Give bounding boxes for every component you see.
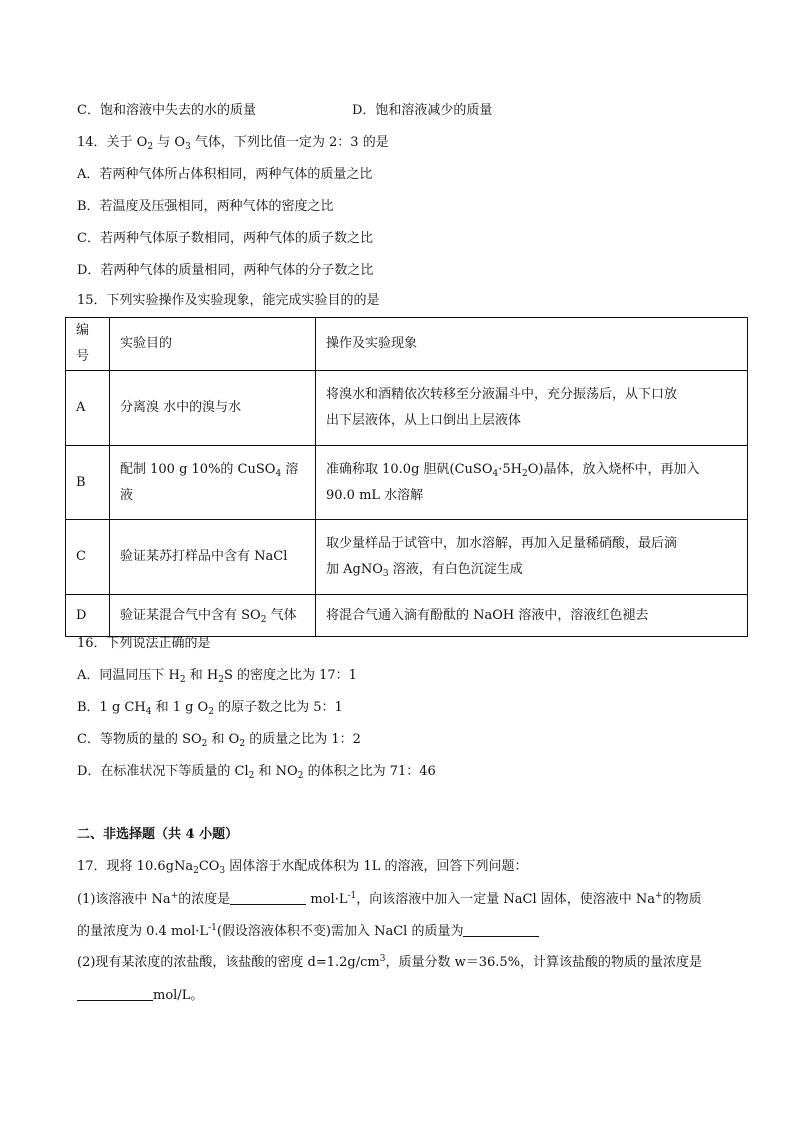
q17-part2-line2 <box>77 988 203 1002</box>
superscript: -1 <box>347 891 357 901</box>
q16-option-d <box>77 764 436 781</box>
subscript: 3 <box>219 866 226 876</box>
subscript: 4 <box>145 707 152 717</box>
row-goal: 验证某苏打样品中含有 NaCl <box>110 520 316 595</box>
subscript: 2 <box>239 739 246 749</box>
answer-blank[interactable] <box>230 892 306 905</box>
operation-text: ·5H <box>498 461 522 477</box>
goal-text: 气体 <box>266 607 297 623</box>
section-title: 二、非选择题（共 4 小题） <box>77 827 239 842</box>
q13-option-d: D．饱和溶液减少的质量 <box>352 103 493 118</box>
q16-option-b <box>77 700 343 717</box>
row-operation: 将混合气通入滴有酚酞的 NaOH 溶液中，溶液红色褪去 <box>316 595 748 637</box>
operation-text: 加 AgNO <box>326 562 383 577</box>
goal-text: 配制 100 g 10%的 CuSO <box>120 461 276 477</box>
operation-line: 90.0 mL 水溶解 <box>326 487 424 503</box>
header-id: 编号 <box>66 318 110 371</box>
subscript: 4 <box>275 468 282 479</box>
option-text: B．1 g CH <box>77 700 146 715</box>
option-text: 的质量之比为 1：2 <box>245 732 361 747</box>
subscript: 2 <box>201 739 208 749</box>
q15-stem: 15．下列实验操作及实验现象，能完成实验目的的是 <box>77 293 380 308</box>
table-row <box>66 371 748 446</box>
operation-text: O)晶体，放入烧杯中，再加入 <box>527 461 700 477</box>
option-text: D．在标准状况下等质量的 Cl <box>77 764 249 779</box>
q14-option-c: C．若两种气体原子数相同，两种气体的质子数之比 <box>77 231 373 246</box>
table-header-row <box>66 318 748 371</box>
operation-line: 取少量样品于试管中，加水溶解，再加入足量稀硝酸，最后滴 <box>326 536 678 551</box>
superscript: + <box>170 891 179 901</box>
row-operation <box>316 371 748 446</box>
row-id: B <box>66 446 110 520</box>
q14-stem-text: 与 O <box>153 135 186 150</box>
operation-text: 准确称取 10.0g 胆矾(CuSO <box>326 461 493 477</box>
superscript: 3 <box>379 954 386 964</box>
table-row <box>66 520 748 595</box>
option-text: 和 NO <box>254 764 298 779</box>
subscript: 2 <box>218 675 224 685</box>
q17-text: mol·L <box>306 892 348 907</box>
q17-text: (假设溶液体积不变)需加入 NaCl 的质量为 <box>216 924 464 939</box>
q13-option-c: C．饱和溶液中失去的水的质量 <box>77 103 256 118</box>
q17-stem <box>77 859 528 876</box>
q14-stem-text: 14．关于 O <box>77 135 148 150</box>
q14-option-d: D．若两种气体的质量相同，两种气体的分子数之比 <box>77 263 374 278</box>
q14-option-a: A．若两种气体所占体积相同，两种气体的质量之比 <box>77 167 373 182</box>
q14-stem <box>77 135 389 152</box>
goal-text: 溶液 <box>120 461 299 503</box>
subscript: 2 <box>248 771 255 781</box>
row-goal <box>110 595 316 637</box>
row-id: C <box>66 520 110 595</box>
option-text: A．同温同压下 H <box>77 668 180 683</box>
subscript: 2 <box>208 707 214 717</box>
superscript: -1 <box>208 923 217 933</box>
q17-text: mol/L。 <box>153 988 204 1003</box>
option-text: 和 1 g O <box>151 700 209 715</box>
subscript: 2 <box>260 614 267 625</box>
subscript: 4 <box>492 468 499 479</box>
header-operation: 操作及实验现象 <box>316 318 748 371</box>
row-operation <box>316 520 748 595</box>
subscript: 3 <box>185 142 191 152</box>
subscript: 3 <box>382 569 389 579</box>
q16-option-a <box>77 668 357 685</box>
subscript: 2 <box>147 142 154 152</box>
q17-stem-text: 17．现将 10.6gNa <box>77 859 194 874</box>
row-operation <box>316 446 748 520</box>
row-goal: 分离溴 水中的溴与水 <box>110 371 316 446</box>
q16-option-c <box>77 732 361 749</box>
superscript: + <box>655 891 663 901</box>
subscript: 2 <box>179 675 186 685</box>
q17-stem-text: 固体溶于水配成体积为 1L 的溶液，回答下列问题： <box>225 859 528 874</box>
q17-part1-line2 <box>77 924 539 938</box>
subscript: 2 <box>297 771 304 781</box>
row-goal <box>110 446 316 520</box>
answer-blank[interactable] <box>463 924 539 937</box>
q14-option-b: B．若温度及压强相同，两种气体的密度之比 <box>77 199 334 214</box>
q17-text: 的浓度是 <box>178 892 231 907</box>
row-id: D <box>66 595 110 637</box>
row-id: A <box>66 371 110 446</box>
q17-text: (1)该溶液中 Na <box>77 892 171 907</box>
option-text: S 的密度之比为 17：1 <box>223 668 357 683</box>
q15-table <box>65 317 748 637</box>
goal-text: 验证某混合气中含有 SO <box>120 607 261 623</box>
table-row <box>66 595 748 637</box>
header-goal: 实验目的 <box>110 318 316 371</box>
q17-text: ，向该溶液中加入一定量 NaCl 固体，使溶液中 Na <box>356 892 656 907</box>
operation-line <box>326 557 737 583</box>
q17-part2-line1 <box>77 956 702 969</box>
option-text: 的体积之比为 71：46 <box>303 764 436 779</box>
q14-stem-text: 气体，下列比值一定为 2：3 的是 <box>190 135 389 150</box>
operation-line: 将溴水和酒精依次转移至分液漏斗中，充分振荡后，从下口放 <box>326 387 678 402</box>
subscript: 2 <box>521 468 528 479</box>
operation-line: 出下层液体，从上口倒出上层液体 <box>326 413 522 428</box>
table-row <box>66 446 748 520</box>
q17-part1-line1 <box>77 892 702 906</box>
option-text: 和 O <box>207 732 240 747</box>
q17-stem-text: CO <box>198 859 220 874</box>
q17-text: 的量浓度为 0.4 mol·L <box>77 924 209 939</box>
operation-text: 溶液，有白色沉淀生成 <box>388 562 523 577</box>
operation-line <box>326 457 737 483</box>
subscript: 2 <box>193 866 199 876</box>
q17-text: (2)现有某浓度的浓盐酸，该盐酸的密度 d=1.2g/cm <box>77 955 380 970</box>
option-text: C．等物质的量的 SO <box>77 732 202 747</box>
option-text: 的原子数之比为 5：1 <box>213 700 343 715</box>
q17-text: 的物质 <box>662 892 702 907</box>
option-text: 和 H <box>185 668 219 683</box>
answer-blank[interactable] <box>77 988 153 1001</box>
q17-text: ，质量分数 w＝36.5%，计算该盐酸的物质的量浓度是 <box>385 955 703 970</box>
q16-stem: 16．下列说法正确的是 <box>77 636 211 651</box>
